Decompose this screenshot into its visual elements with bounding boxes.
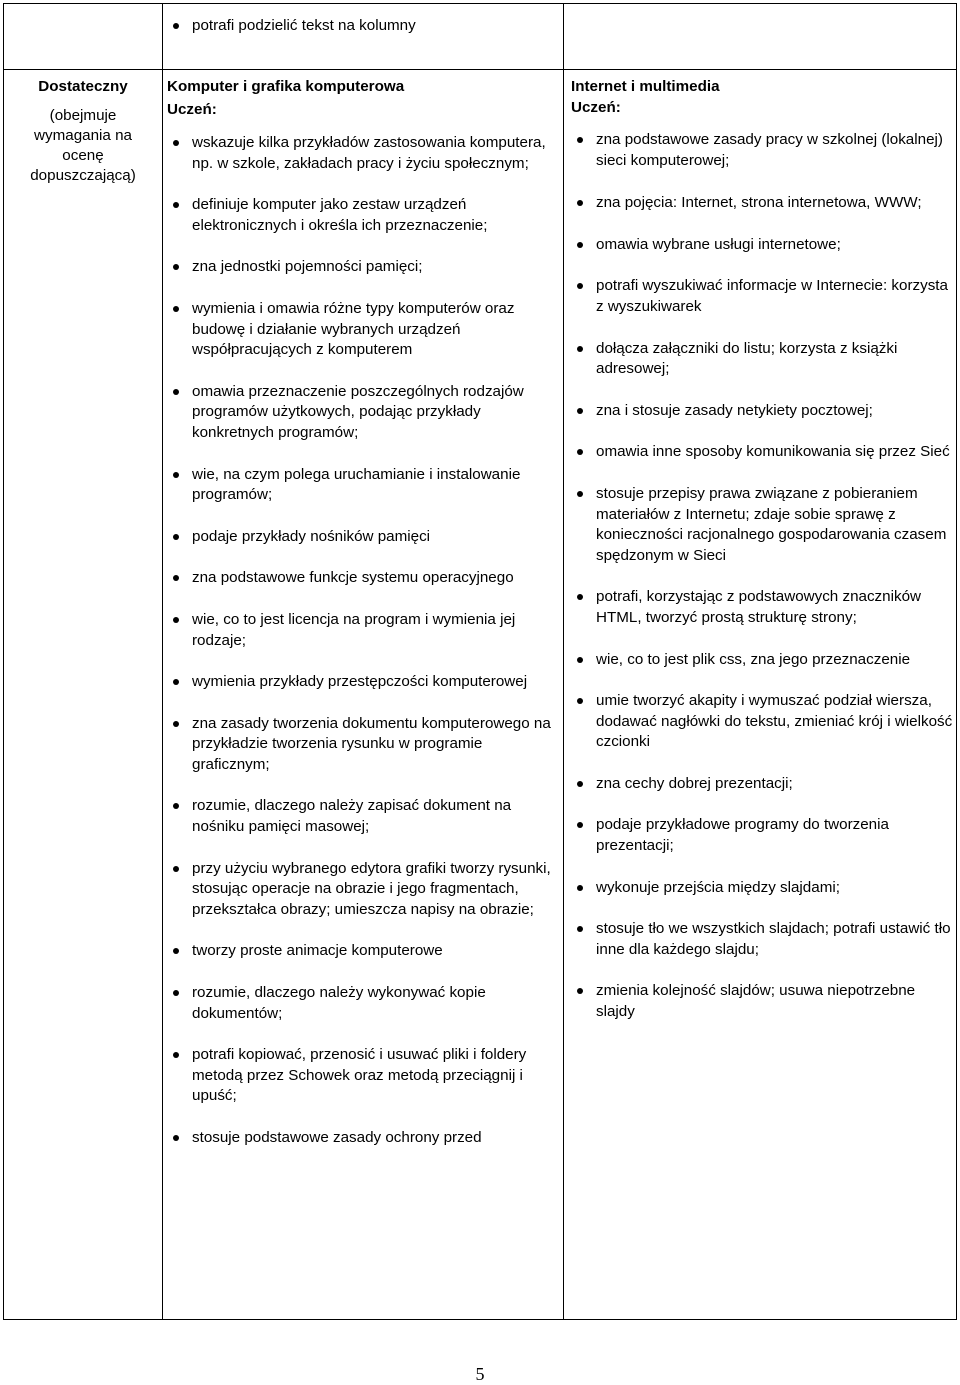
level-description-line: wymagania na	[34, 127, 132, 144]
list-item: stosuje tło we wszystkich slajdach; potrafi ustawić tło inne dla każdego slajdu;	[571, 919, 953, 960]
requirements-list	[167, 133, 555, 1149]
list-item: zna pojęcia: Internet, strona internetowa, WWW;	[571, 193, 953, 214]
list-item: umie tworzyć akapity i wymuszać podział wiersza, dodawać nagłówki do tekstu, zmieniać krój i wielkość czcionki	[571, 691, 953, 753]
list-item: przy użyciu wybranego edytora grafiki tworzy rysunki, stosując operacje na obrazie i jego fragmentach, przekształca obrazy; umieszcza napisy na obrazie;	[167, 859, 555, 921]
list-item: omawia inne sposoby komunikowania się przez Sieć	[571, 442, 953, 463]
list-item: wskazuje kilka przykładów zastosowania komputera, np. w szkole, zakładach pracy i życiu społecznym;	[167, 133, 555, 174]
internet-multimedia-cell	[571, 76, 953, 1023]
column-divider-2	[563, 3, 564, 1320]
list-item: potrafi podzielić tekst na kolumny	[167, 16, 557, 37]
list-item: wymienia i omawia różne typy komputerów oraz budowę i działanie wybranych urządzeń współpracujących z komputerem	[167, 299, 555, 361]
requirements-list	[571, 130, 953, 1023]
level-title: Dostateczny	[38, 78, 128, 95]
list-item: zna podstawowe zasady pracy w szkolnej (lokalnej) sieci komputerowej;	[571, 130, 953, 171]
level-description-line: (obejmuje	[49, 107, 117, 124]
list-item: wymienia przykłady przestępczości komputerowej	[167, 672, 555, 693]
row-divider	[3, 69, 957, 70]
section-subheading: Uczeń:	[167, 101, 217, 118]
list-item: zna zasady tworzenia dokumentu komputerowego na przykładzie tworzenia rysunku w programie graficznym;	[167, 714, 555, 776]
section-heading: Internet i multimedia	[571, 78, 720, 95]
section-subheading: Uczeń:	[571, 99, 621, 116]
section-heading: Komputer i grafika komputerowa	[167, 78, 405, 95]
computer-graphics-cell	[167, 76, 555, 1149]
list-item: wie, na czym polega uruchamianie i instalowanie programów;	[167, 465, 555, 506]
list-item: rozumie, dlaczego należy wykonywać kopie dokumentów;	[167, 983, 555, 1024]
list-item: tworzy proste animacje komputerowe	[167, 941, 555, 962]
list-item: zna cechy dobrej prezentacji;	[571, 774, 953, 795]
level-description	[6, 106, 160, 186]
list-item: stosuje przepisy prawa związane z pobieraniem materiałów z Internetu; zdaje sobie sprawę z konieczności racjonalnego gospodarowania czasem spędzonym w Sieci	[571, 484, 953, 566]
list-item: definiuje komputer jako zestaw urządzeń elektronicznych i określa ich przeznaczenie;	[167, 195, 555, 236]
list-item: wie, co to jest licencja na program i wymienia jej rodzaje;	[167, 610, 555, 651]
level-cell	[6, 76, 160, 186]
list-item: zna podstawowe funkcje systemu operacyjnego	[167, 568, 555, 589]
list-item: podaje przykładowe programy do tworzenia prezentacji;	[571, 815, 953, 856]
level-description-line: dopuszczającą)	[30, 167, 136, 184]
list-item: omawia przeznaczenie poszczególnych rodzajów programów użytkowych, podając przykłady konkretnych programów;	[167, 382, 555, 444]
list-item: zna jednostki pojemności pamięci;	[167, 257, 555, 278]
list-item: potrafi wyszukiwać informacje w Internecie: korzysta z wyszukiwarek	[571, 276, 953, 317]
list-item: zna i stosuje zasady netykiety pocztowej;	[571, 401, 953, 422]
list-item: potrafi kopiować, przenosić i usuwać pliki i foldery metodą przez Schowek oraz metodą przeciągnij i upuść;	[167, 1045, 555, 1107]
list-item: potrafi, korzystając z podstawowych znaczników HTML, tworzyć prostą strukturę strony;	[571, 587, 953, 628]
level-description-line: ocenę	[62, 147, 104, 164]
list-item: dołącza załączniki do listu; korzysta z książki adresowej;	[571, 339, 953, 380]
list-item: wykonuje przejścia między slajdami;	[571, 878, 953, 899]
list-item: wie, co to jest plik css, zna jego przeznaczenie	[571, 650, 953, 671]
list-item: podaje przykłady nośników pamięci	[167, 527, 555, 548]
page-number: 5	[475, 1364, 485, 1384]
column-divider-1	[162, 3, 163, 1320]
top-row-cell	[167, 16, 557, 37]
list-item: omawia wybrane usługi internetowe;	[571, 235, 953, 256]
list-item: zmienia kolejność slajdów; usuwa niepotrzebne slajdy	[571, 981, 953, 1022]
list-item: rozumie, dlaczego należy zapisać dokument na nośniku pamięci masowej;	[167, 796, 555, 837]
list-item: stosuje podstawowe zasady ochrony przed	[167, 1128, 555, 1149]
